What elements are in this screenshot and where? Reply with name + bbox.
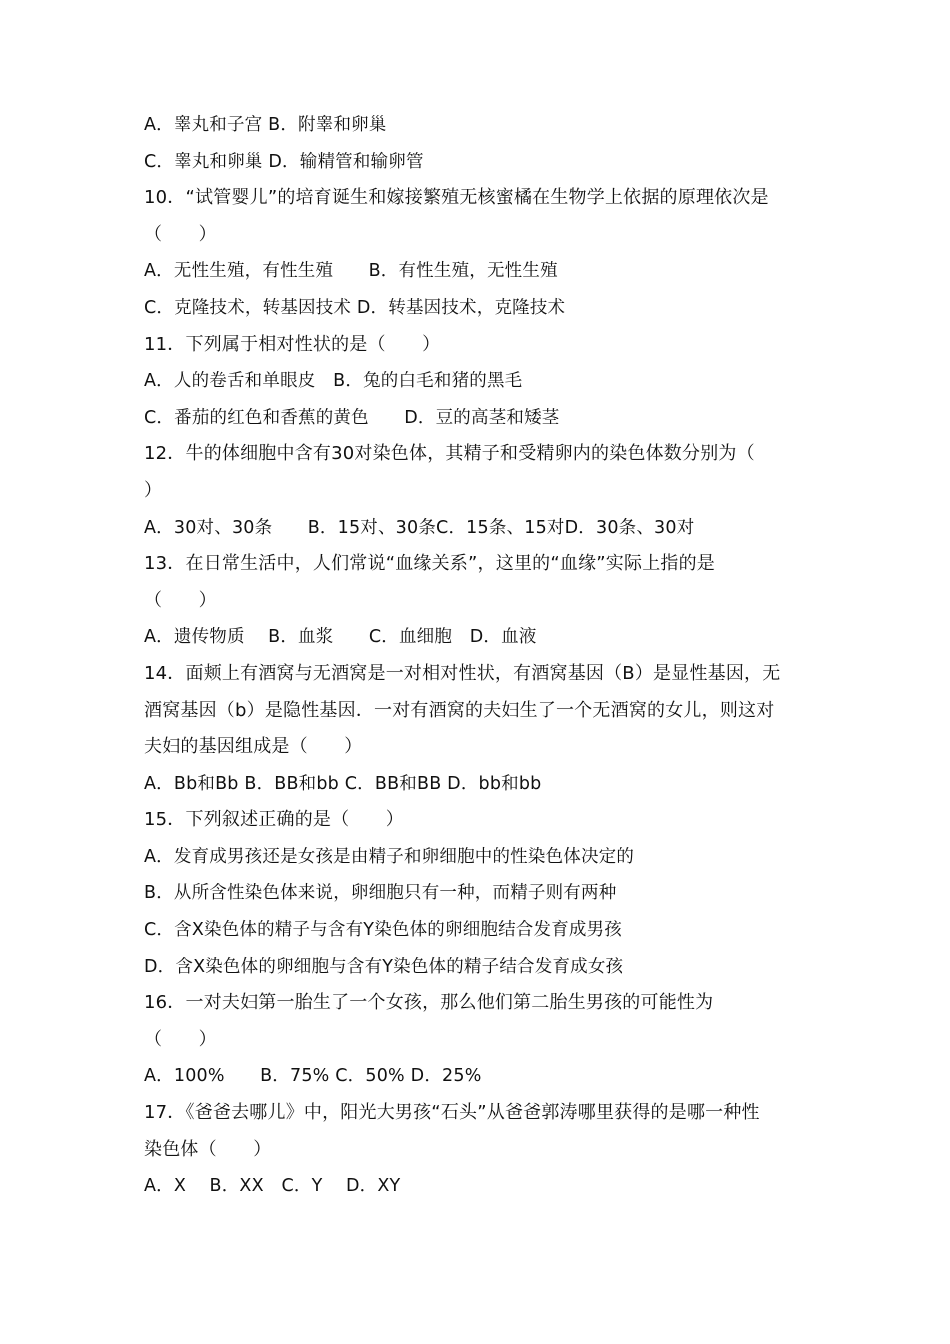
answer-options-q11: C．番茄的红色和香蕉的黄色 D．豆的高茎和矮茎: [144, 407, 560, 428]
question-13: 13．在日常生活中，人们常说“血缘关系”，这里的“血缘”实际上指的是: [144, 553, 716, 575]
question-17: 17．《爸爸去哪儿》中，阳光大男孩“石头”从爸爸郭涛哪里获得的是哪一种性: [144, 1102, 760, 1124]
answer-option-q15-b: B．从所含性染色体来说，卵细胞只有一种，而精子则有两种: [144, 883, 617, 904]
question-15: 15．下列叙述正确的是（ ）: [144, 809, 404, 831]
answer-option-q15-c: C．含X染色体的精子与含有Y染色体的卵细胞结合发育成男孩: [144, 920, 622, 941]
question-12-blank: ）: [144, 479, 163, 501]
question-13-blank: （ ）: [144, 589, 217, 611]
question-12: 12．牛的体细胞中含有30对染色体，其精子和受精卵内的染色体数分别为（: [144, 443, 755, 465]
answer-option-q15-d: D．含X染色体的卵细胞与含有Y染色体的精子结合发育成女孩: [144, 956, 624, 977]
answer-options-q12: A．30对、30条 B．15对、30条C．15条、15对D．30条、30对: [144, 517, 695, 538]
question-14: 14．面颊上有酒窝与无酒窝是一对相对性状，有酒窝基因（B）是显性基因，无: [144, 662, 781, 684]
answer-options-q13: A．遗传物质 B．血浆 C．血细胞 D．血液: [144, 627, 537, 648]
question-17: 染色体（ ）: [144, 1138, 272, 1160]
answer-options-q14: A．Bb和Bb B．BB和bb C．BB和BB D．bb和bb: [144, 773, 542, 794]
question-10-blank: （ ）: [144, 223, 217, 245]
question-14: 夫妇的基因组成是（ ）: [144, 736, 363, 758]
answer-options-q10: C．克隆技术，转基因技术 D．转基因技术，克隆技术: [144, 297, 566, 318]
answer-options-q11: A．人的卷舌和单眼皮 B．兔的白毛和猪的黑毛: [144, 371, 523, 392]
question-11: 11．下列属于相对性状的是（ ）: [144, 333, 441, 355]
answer-options-q9: A．睾丸和子宫 B．附睾和卵巢: [144, 115, 387, 135]
answer-option-q15-a: A．发育成男孩还是女孩是由精子和卵细胞中的性染色体决定的: [144, 846, 635, 867]
question-14: 酒窝基因（b）是隐性基因．一对有酒窝的夫妇生了一个无酒窝的女儿，则这对: [144, 699, 775, 721]
answer-options-q16: A．100% B．75% C．50% D．25%: [144, 1066, 482, 1087]
question-16-blank: （ ）: [144, 1028, 217, 1050]
answer-options-q10: A．无性生殖，有性生殖 B．有性生殖，无性生殖: [144, 261, 558, 282]
question-10: 10．“试管婴儿”的培育诞生和嫁接繁殖无核蜜橘在生物学上依据的原理依次是: [144, 187, 769, 209]
answer-options-q17: A．X B．XX C．Y D．XY: [144, 1176, 401, 1197]
answer-options-q9: C．睾丸和卵巢 D．输精管和输卵管: [144, 151, 424, 172]
document-page: [144, 107, 814, 1205]
question-16: 16．一对夫妇第一胎生了一个女孩，那么他们第二胎生男孩的可能性为: [144, 992, 714, 1014]
